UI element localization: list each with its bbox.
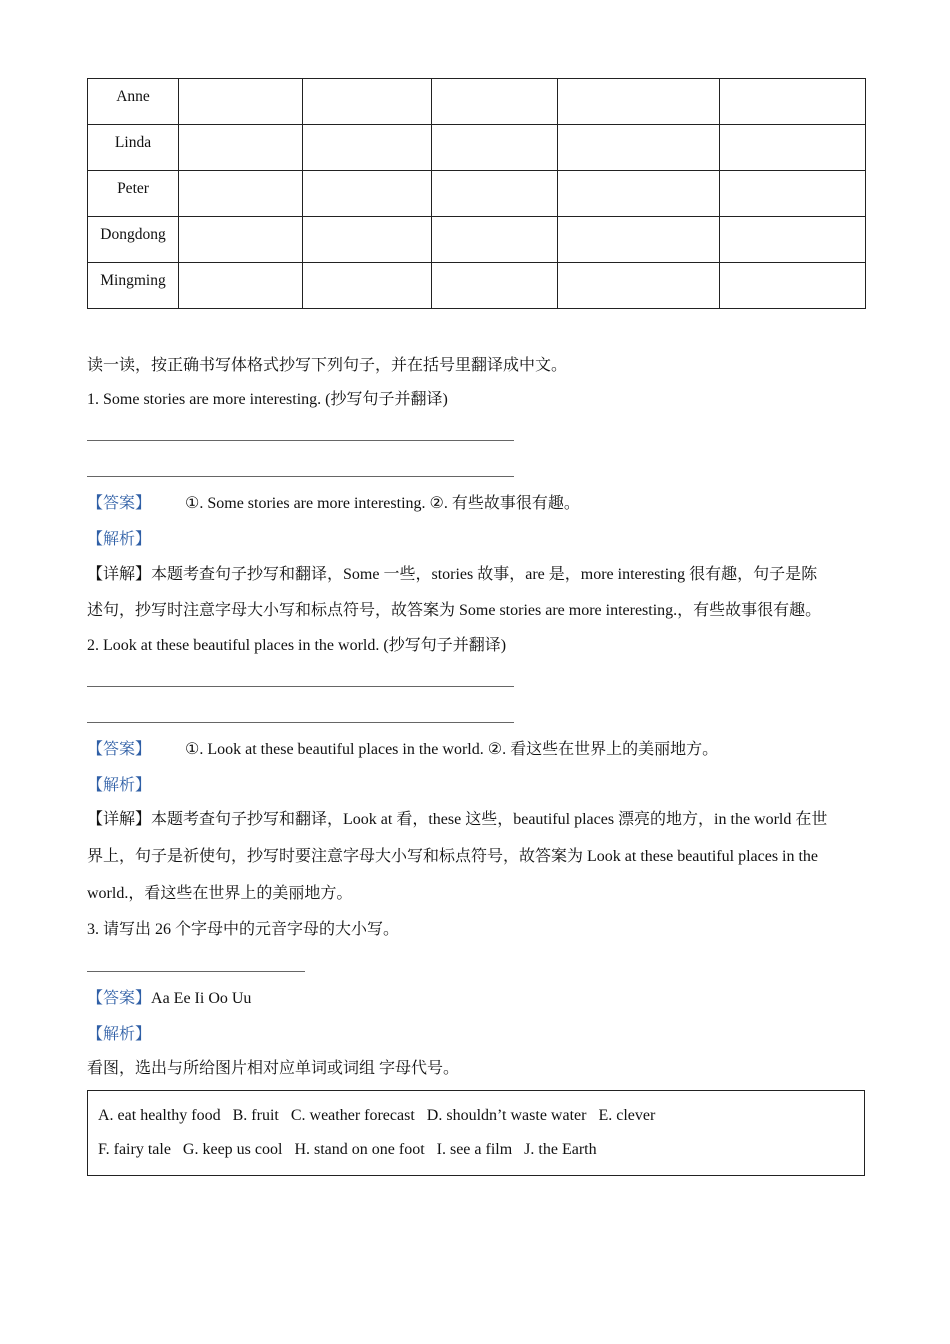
row-name-cell: Dongdong	[88, 217, 179, 263]
section-instruction-2: 看图，选出与所给图片相对应单词或词组 字母代号。	[87, 1060, 460, 1077]
table-row	[88, 263, 866, 309]
blank-cell[interactable]	[720, 263, 866, 309]
detail-line: world.，看这些在世界上的美丽地方。	[87, 885, 353, 902]
answer-row-2	[87, 740, 718, 760]
answer-text: Aa Ee Ii Oo Uu	[151, 990, 252, 1007]
writing-line[interactable]	[87, 722, 514, 723]
answer-tag: 【答案】	[87, 990, 152, 1007]
options-line: F. fairy tale G. keep us cool H. stand on one foot I. see a film J. the Earth	[98, 1141, 597, 1158]
blank-cell[interactable]	[303, 171, 432, 217]
blank-cell[interactable]	[179, 125, 303, 171]
answer-text: ①. Look at these beautiful places in the world. ②. 看这些在世界上的美丽地方。	[185, 741, 719, 758]
writing-line[interactable]	[87, 971, 305, 972]
answer-grid-table	[87, 78, 866, 309]
blank-cell[interactable]	[303, 263, 432, 309]
detail-line: 述句，抄写时注意字母大小写和标点符号，故答案为 Some stories are more interesting.，有些故事很有趣。	[87, 602, 822, 619]
detail-line	[87, 810, 827, 830]
blank-cell[interactable]	[558, 125, 720, 171]
blank-cell[interactable]	[558, 79, 720, 125]
table-row	[88, 125, 866, 171]
row-name-cell: Anne	[88, 79, 179, 125]
answer-row-1	[87, 494, 580, 514]
word-options-box	[87, 1090, 865, 1176]
blank-cell[interactable]	[303, 125, 432, 171]
analysis-tag: 【解析】	[87, 777, 152, 794]
blank-cell[interactable]	[303, 79, 432, 125]
analysis-tag: 【解析】	[87, 1026, 152, 1043]
blank-cell[interactable]	[432, 263, 558, 309]
question-2: 2. Look at these beautiful places in the world. (抄写句子并翻译)	[87, 637, 507, 654]
row-name-cell: Peter	[88, 171, 179, 217]
table-row	[88, 171, 866, 217]
blank-cell[interactable]	[720, 125, 866, 171]
blank-cell[interactable]	[720, 79, 866, 125]
writing-line[interactable]	[87, 476, 514, 477]
detail-tag: 【详解】	[87, 811, 152, 828]
blank-cell[interactable]	[179, 171, 303, 217]
blank-cell[interactable]	[558, 171, 720, 217]
detail-line: 界上，句子是祈使句，抄写时要注意字母大小写和标点符号，故答案为 Look at these beautiful places in the	[87, 848, 819, 865]
blank-cell[interactable]	[558, 263, 720, 309]
detail-text: 本题考查句子抄写和翻译，Look at 看，these 这些，beautiful places 漂亮的地方，in the world 在世	[151, 811, 828, 828]
blank-cell[interactable]	[432, 125, 558, 171]
analysis-tag: 【解析】	[87, 531, 152, 548]
detail-tag: 【详解】	[87, 566, 152, 583]
answer-row-3	[87, 989, 251, 1009]
blank-cell[interactable]	[432, 217, 558, 263]
blank-cell[interactable]	[432, 171, 558, 217]
section-instruction: 读一读，按正确书写体格式抄写下列句子，并在括号里翻译成中文。	[87, 357, 568, 374]
blank-cell[interactable]	[720, 171, 866, 217]
detail-line	[87, 565, 817, 585]
answer-text: ①. Some stories are more interesting. ②. 有些故事很有趣。	[185, 495, 580, 512]
row-name-cell: Linda	[88, 125, 179, 171]
detail-text: 本题考查句子抄写和翻译，Some 一些，stories 故事，are 是，more interesting 很有趣，句子是陈	[151, 566, 818, 583]
blank-cell[interactable]	[432, 79, 558, 125]
row-name-cell: Mingming	[88, 263, 179, 309]
writing-line[interactable]	[87, 686, 514, 687]
blank-cell[interactable]	[179, 79, 303, 125]
question-3: 3. 请写出 26 个字母中的元音字母的大小写。	[87, 921, 400, 938]
document-page	[87, 78, 865, 1158]
writing-line[interactable]	[87, 440, 514, 441]
blank-cell[interactable]	[303, 217, 432, 263]
blank-cell[interactable]	[720, 217, 866, 263]
blank-cell[interactable]	[179, 217, 303, 263]
blank-cell[interactable]	[558, 217, 720, 263]
answer-tag: 【答案】	[87, 741, 152, 758]
question-1: 1. Some stories are more interesting. (抄写句子并翻译)	[87, 391, 448, 408]
table-row	[88, 79, 866, 125]
blank-cell[interactable]	[179, 263, 303, 309]
options-line: A. eat healthy food B. fruit C. weather forecast D. shouldn’t waste water E. clever	[98, 1107, 656, 1124]
answer-tag: 【答案】	[87, 495, 152, 512]
table-row	[88, 217, 866, 263]
